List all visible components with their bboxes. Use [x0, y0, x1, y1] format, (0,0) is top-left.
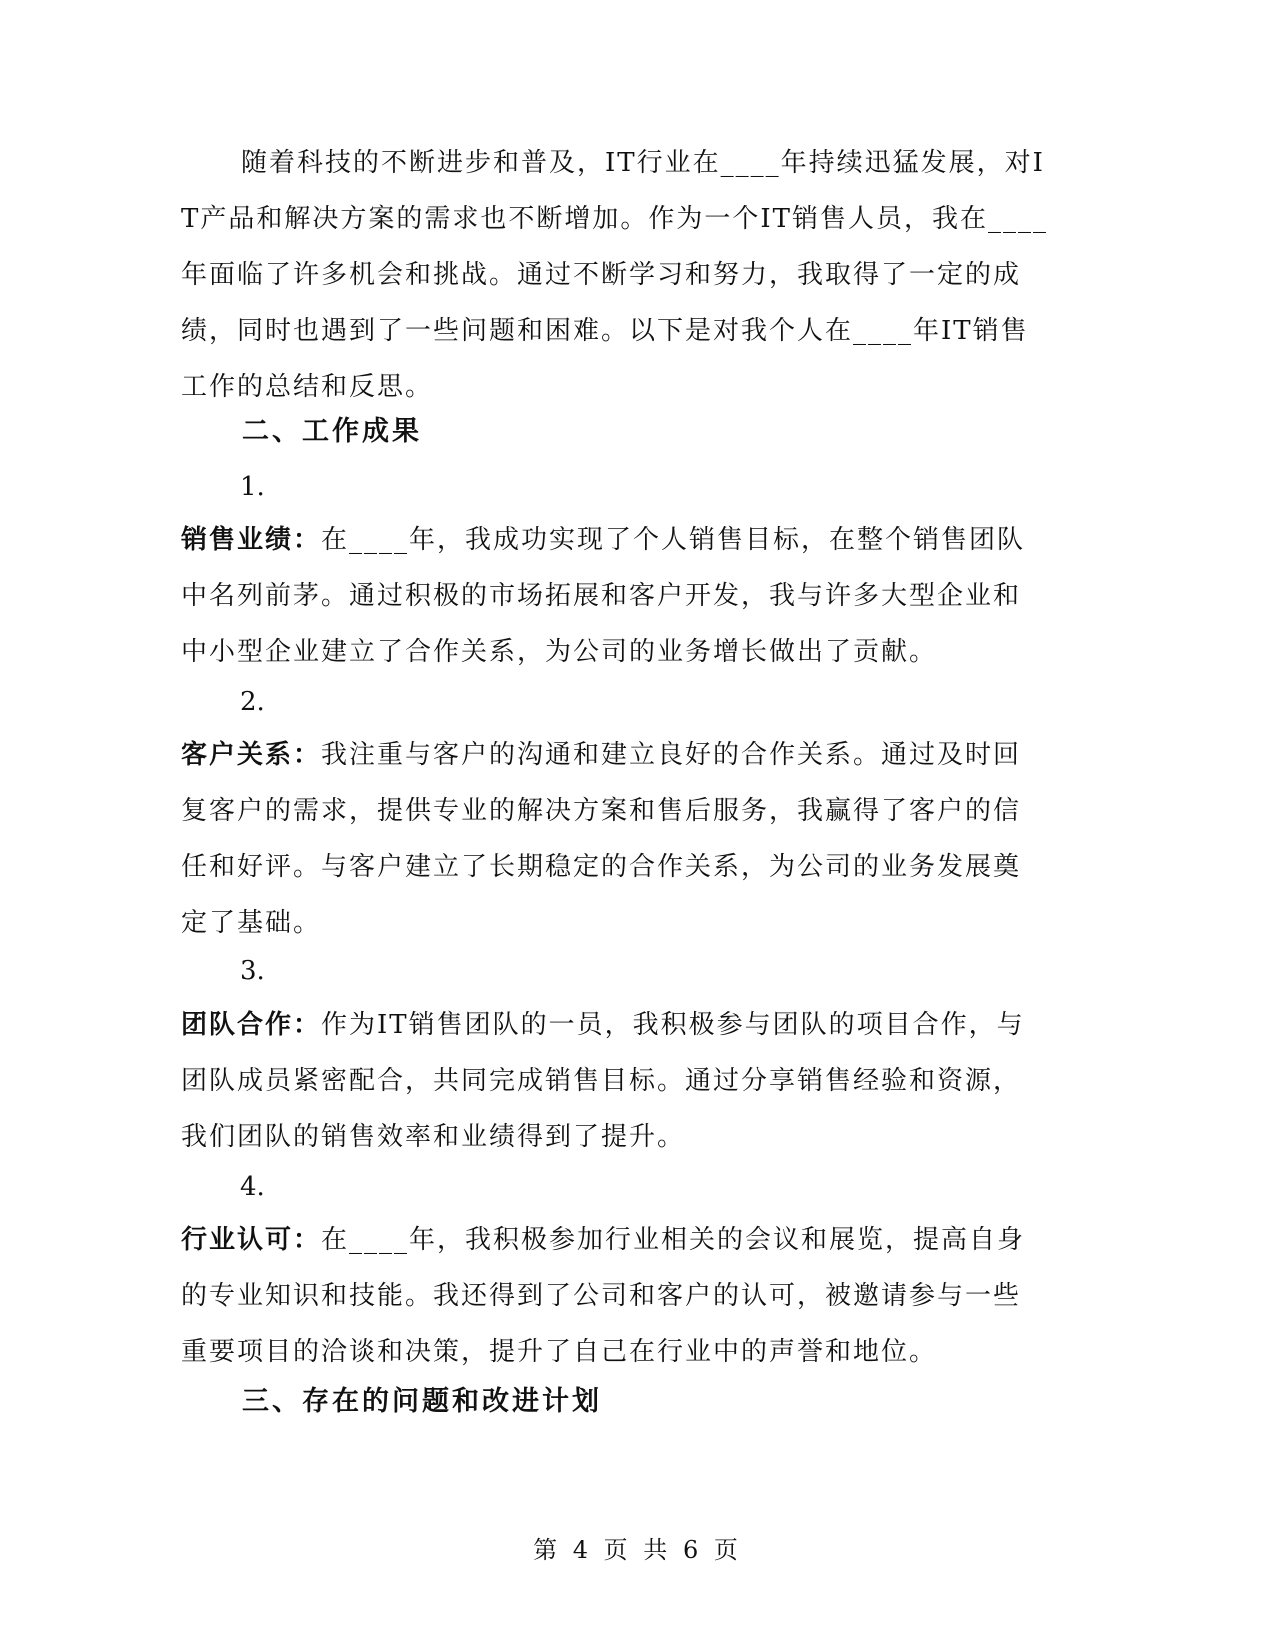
- item-4-first-line: [181, 1212, 1041, 1268]
- item-1-first-line-text: 在____年，我成功实现了个人销售目标，在整个销售团队: [321, 525, 1026, 555]
- item-2-first-line-text: 我注重与客户的沟通和建立良好的合作关系。通过及时回: [321, 740, 1022, 770]
- item-3-first-line: [181, 997, 1041, 1053]
- item-2-line: 定了基础。: [181, 908, 322, 938]
- item-4-line: 的专业知识和技能。我还得到了公司和客户的认可，被邀请参与一些: [181, 1281, 1022, 1311]
- intro-line: T产品和解决方案的需求也不断增加。作为一个IT销售人员，我在____: [181, 204, 1048, 234]
- section-2-heading: 二、工作成果: [242, 416, 422, 447]
- item-4-number: 4.: [240, 1172, 265, 1202]
- intro-line: 绩，同时也遇到了一些问题和困难。以下是对我个人在____年IT销售: [181, 316, 1029, 346]
- item-1-line: 中名列前茅。通过积极的市场拓展和客户开发，我与许多大型企业和: [181, 581, 1022, 611]
- section-3-heading: 三、存在的问题和改进计划: [242, 1386, 602, 1417]
- item-3-number: 3.: [240, 956, 265, 986]
- item-3-line: 我们团队的销售效率和业绩得到了提升。: [181, 1122, 686, 1152]
- intro-line: 随着科技的不断进步和普及，IT行业在____年持续迅猛发展，对I: [241, 148, 1045, 178]
- item-4-first-line-text: 在____年，我积极参加行业相关的会议和展览，提高自身: [321, 1225, 1026, 1255]
- item-3-lead: 团队合作：: [181, 1010, 322, 1040]
- item-1-line: 中小型企业建立了合作关系，为公司的业务增长做出了贡献。: [181, 637, 938, 667]
- intro-line: 工作的总结和反思。: [181, 372, 434, 402]
- item-2-line: 复客户的需求，提供专业的解决方案和售后服务，我赢得了客户的信: [181, 796, 1022, 826]
- item-3-first-line-text: 作为IT销售团队的一员，我积极参与团队的项目合作，与: [321, 1010, 1025, 1040]
- item-4-paragraph: [181, 1212, 1041, 1380]
- item-2-first-line: [181, 727, 1041, 783]
- item-3-paragraph: [181, 997, 1041, 1165]
- intro-paragraph: [181, 135, 1048, 415]
- item-2-lead: 客户关系：: [181, 740, 322, 770]
- item-1-paragraph: [181, 512, 1041, 680]
- item-1-number: 1.: [240, 472, 265, 502]
- item-4-line: 重要项目的洽谈和决策，提升了自己在行业中的声誉和地位。: [181, 1337, 938, 1367]
- intro-line: 年面临了许多机会和挑战。通过不断学习和努力，我取得了一定的成: [181, 260, 1022, 290]
- page-number-footer: 第 4 页 共 6 页: [533, 1536, 742, 1564]
- item-1-lead: 销售业绩：: [181, 525, 322, 555]
- item-3-line: 团队成员紧密配合，共同完成销售目标。通过分享销售经验和资源，: [181, 1066, 1022, 1096]
- item-4-lead: 行业认可：: [181, 1225, 322, 1255]
- item-2-number: 2.: [240, 687, 265, 717]
- item-2-paragraph: [181, 727, 1041, 951]
- item-1-first-line: [181, 512, 1041, 568]
- item-2-line: 任和好评。与客户建立了长期稳定的合作关系，为公司的业务发展奠: [181, 852, 1022, 882]
